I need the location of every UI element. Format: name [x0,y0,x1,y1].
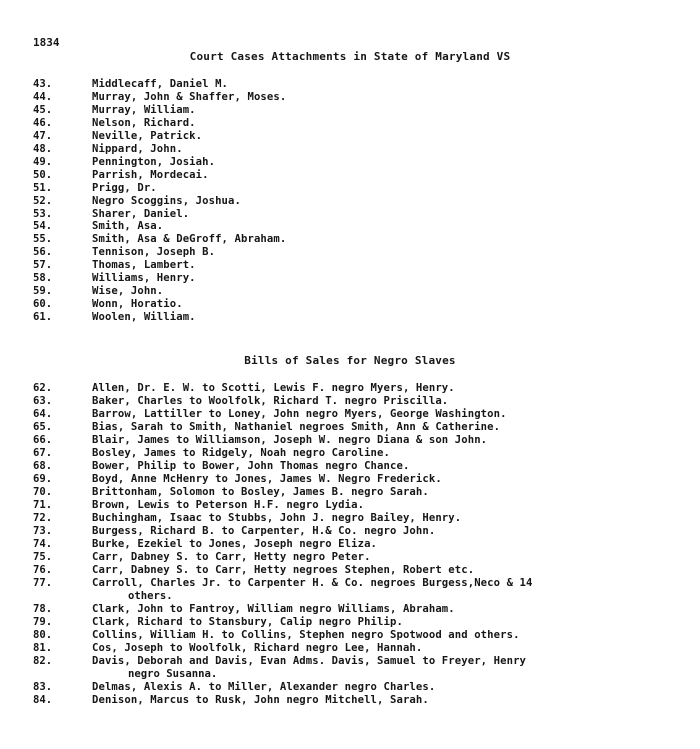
entry-text: Prigg, Dr. [92,181,157,194]
entry-text: Woolen, William. [92,311,196,324]
entry-text: Pennington, Josiah. [92,155,216,168]
entry-text: Carroll, Charles Jr. to Carpenter H. & Co. negroes Burgess,Neco & 14 [92,577,533,589]
entry-text: Clark, John to Fantroy, William negro Williams, Abraham. [92,603,455,615]
entry-number: 60. [33,298,53,311]
entry-number: 74. [33,538,53,550]
entry-text: Nippard, John. [92,142,183,155]
entry-text: Collins, William H. to Collins, Stephen negro Spotwood and others. [92,629,520,641]
entry-number: 65. [33,421,53,433]
entry-number: 48. [33,142,53,155]
entry-number: 78. [33,603,53,615]
entry-text: Davis, Deborah and Davis, Evan Adms. Davis, Samuel to Freyer, Henry [92,655,527,667]
section-heading-bills-of-sale: Bills of Sales for Negro Slaves [244,354,456,367]
entry-text: Wise, John. [92,285,164,298]
entry-text: Bias, Sarah to Smith, Nathaniel negroes Smith, Ann & Catherine. [92,421,501,433]
entry-text: Thomas, Lambert. [92,259,196,272]
entry-number: 57. [33,259,53,272]
entry-text: Smith, Asa & DeGroff, Abraham. [92,233,287,246]
entry-text: Murray, John & Shaffer, Moses. [92,90,287,103]
entry-text: Brittonham, Solomon to Bosley, James B. negro Sarah. [92,486,429,498]
entry-text: Murray, William. [92,103,196,116]
entry-text: Baker, Charles to Woolfolk, Richard T. negro Priscilla. [92,395,449,407]
entry-text: Smith, Asa. [92,220,164,233]
entry-number: 73. [33,525,53,537]
entry-number: 75. [33,551,53,563]
entry-number: 46. [33,116,53,129]
entry-number: 55. [33,233,53,246]
entry-number: 70. [33,486,53,498]
entry-number: 58. [33,272,53,285]
entry-text: Denison, Marcus to Rusk, John negro Mitchell, Sarah. [92,694,429,706]
entry-number: 77. [33,577,53,589]
entry-number: 66. [33,434,53,446]
entry-text: Bosley, James to Ridgely, Noah negro Caroline. [92,447,390,459]
entry-text: Cos, Joseph to Woolfolk, Richard negro Lee, Hannah. [92,642,423,654]
entry-number: 59. [33,285,53,298]
entry-number: 68. [33,460,53,472]
entry-text: Tennison, Joseph B. [92,246,216,259]
entry-text: Negro Scoggins, Joshua. [92,194,241,207]
entry-number: 52. [33,194,53,207]
entry-text: Neville, Patrick. [92,129,203,142]
entry-number: 63. [33,395,53,407]
entry-number: 84. [33,694,53,706]
entry-text: Clark, Richard to Stansbury, Calip negro Philip. [92,616,403,628]
entry-text: Burke, Ezekiel to Jones, Joseph negro Eliza. [92,538,378,550]
entry-number: 79. [33,616,53,628]
entry-number: 53. [33,207,53,220]
entry-number: 81. [33,642,53,654]
entry-number: 50. [33,168,53,181]
entry-number: 80. [33,629,53,641]
entry-text: Sharer, Daniel. [92,207,190,220]
entry-number: 62. [33,382,53,394]
entry-number: 43. [33,78,53,90]
entry-text: Allen, Dr. E. W. to Scotti, Lewis F. negro Myers, Henry. [92,382,455,394]
entry-text: Barrow, Lattiller to Loney, John negro Myers, George Washington. [92,408,507,420]
entry-text: Burgess, Richard B. to Carpenter, H.& Co. negro John. [92,525,436,537]
entry-number: 69. [33,473,53,485]
entry-text: Blair, James to Williamson, Joseph W. negro Diana & son John. [92,434,488,446]
entry-number: 49. [33,155,53,168]
section-heading-court-cases: Court Cases Attachments in State of Maryland VS [189,50,511,63]
entry-number: 82. [33,655,53,667]
entry-number: 71. [33,499,53,511]
entry-text: Nelson, Richard. [92,116,196,129]
entry-text: Boyd, Anne McHenry to Jones, James W. Negro Frederick. [92,473,442,485]
entry-text: Bower, Philip to Bower, John Thomas negro Chance. [92,460,410,472]
entry-number: 45. [33,103,53,116]
entry-text: Wonn, Horatio. [92,298,183,311]
entry-text: Buchingham, Isaac to Stubbs, John J. negro Bailey, Henry. [92,512,462,524]
entry-text: Carr, Dabney S. to Carr, Hetty negroes Stephen, Robert etc. [92,564,475,576]
entry-number: 61. [33,311,53,324]
page-year: 1834 [33,36,60,49]
entry-number: 47. [33,129,53,142]
entry-number: 67. [33,447,53,459]
entry-text: Middlecaff, Daniel M. [92,78,229,90]
entry-text: Brown, Lewis to Peterson H.F. negro Lydia. [92,499,365,511]
entry-number: 64. [33,408,53,420]
entry-number: 76. [33,564,53,576]
entry-number: 54. [33,220,53,233]
entry-number: 51. [33,181,53,194]
entry-continuation: negro Susanna. [128,668,218,680]
entry-number: 44. [33,90,53,103]
entry-text: Carr, Dabney S. to Carr, Hetty negro Peter. [92,551,371,563]
entry-continuation: others. [128,590,173,602]
entry-text: Delmas, Alexis A. to Miller, Alexander negro Charles. [92,681,436,693]
entry-number: 72. [33,512,53,524]
entry-number: 56. [33,246,53,259]
entry-text: Williams, Henry. [92,272,196,285]
entry-number: 83. [33,681,53,693]
entry-text: Parrish, Mordecai. [92,168,209,181]
